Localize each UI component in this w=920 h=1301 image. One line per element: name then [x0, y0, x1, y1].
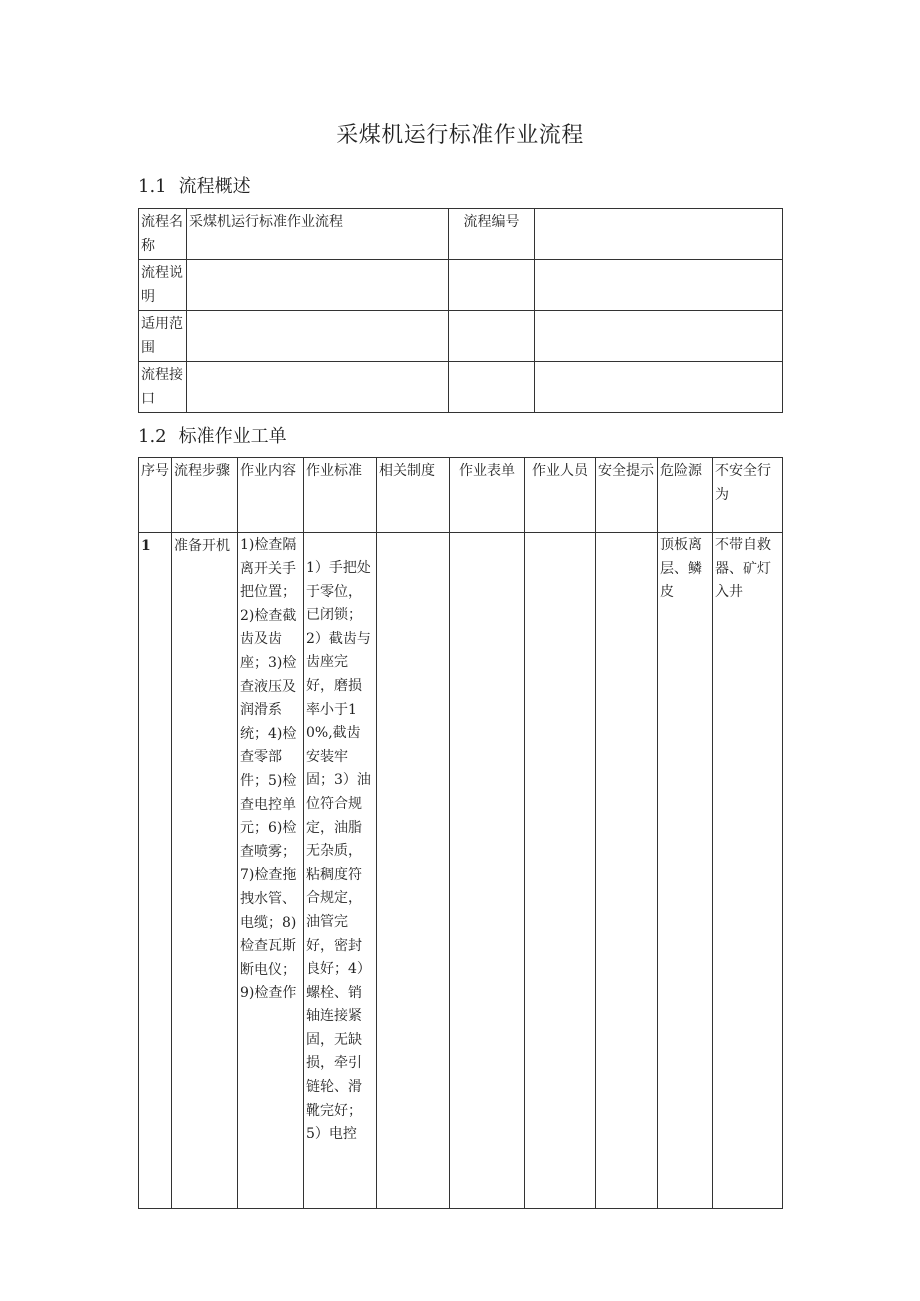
section-label: 流程概述 [178, 176, 251, 197]
section-number: 1.1 [138, 176, 167, 197]
table-cell-label: 流程编号 [449, 209, 535, 260]
section-label: 标准作业工单 [178, 426, 287, 447]
column-header: 序号 [139, 458, 172, 533]
column-header: 作业表单 [450, 458, 525, 533]
system-cell [377, 533, 450, 1209]
form-cell [450, 533, 525, 1209]
table-cell-label: 流程说明 [139, 260, 187, 311]
table-row [139, 311, 783, 362]
column-header: 安全提示 [596, 458, 658, 533]
table-header-row [139, 458, 783, 533]
table-cell-label [449, 311, 535, 362]
safety-cell [596, 533, 658, 1209]
page-title: 采煤机运行标准作业流程 [336, 123, 584, 148]
table-cell-value [535, 209, 783, 260]
table-cell-value [187, 260, 449, 311]
table-cell-value [535, 362, 783, 413]
column-header: 作业内容 [238, 458, 304, 533]
table-cell-value [187, 311, 449, 362]
row-number: 1 [139, 533, 172, 1209]
staff-cell [525, 533, 596, 1209]
column-header: 危险源 [658, 458, 713, 533]
section-heading-overview [138, 172, 251, 198]
table-cell-label: 流程接口 [139, 362, 187, 413]
standard-cell: 1）手把处于零位，已闭锁；2）截齿与齿座完好，磨损率小于10%,截齿安装牢固；3）油位符合规定，油脂无杂质，粘稠度符合规定，油管完好，密封良好；4）螺栓、销轴连接紧固，无缺损，牵引链轮、滑靴完好；5）电控 [304, 533, 377, 1209]
table-cell-label: 适用范围 [139, 311, 187, 362]
table-row [139, 260, 783, 311]
step-cell: 准备开机 [172, 533, 238, 1209]
column-header: 作业标准 [304, 458, 377, 533]
overview-table [138, 208, 783, 413]
table-cell-label [449, 362, 535, 413]
table-cell-value [535, 260, 783, 311]
section-heading-work-order [138, 422, 287, 448]
column-header: 作业人员 [525, 458, 596, 533]
table-row [139, 362, 783, 413]
section-number: 1.2 [138, 426, 167, 447]
column-header: 不安全行为 [713, 458, 783, 533]
table-cell-label: 流程名称 [139, 209, 187, 260]
column-header: 流程步骤 [172, 458, 238, 533]
table-cell-value: 采煤机运行标准作业流程 [187, 209, 449, 260]
table-cell-value [187, 362, 449, 413]
unsafe-behavior-cell: 不带自救器、矿灯入井 [713, 533, 783, 1209]
table-row [139, 209, 783, 260]
table-row [139, 533, 783, 1209]
work-order-table [138, 457, 783, 1209]
hazard-cell: 顶板离层、鳞皮 [658, 533, 713, 1209]
content-cell: 1)检查隔离开关手把位置；2)检查截齿及齿座；3)检查液压及润滑系统；4)检查零部件；5)检查电控单元；6)检查喷雾；7)检查拖拽水管、电缆；8)检查瓦斯断电仪；9)检查作 [238, 533, 304, 1209]
column-header: 相关制度 [377, 458, 450, 533]
table-cell-value [535, 311, 783, 362]
table-cell-label [449, 260, 535, 311]
